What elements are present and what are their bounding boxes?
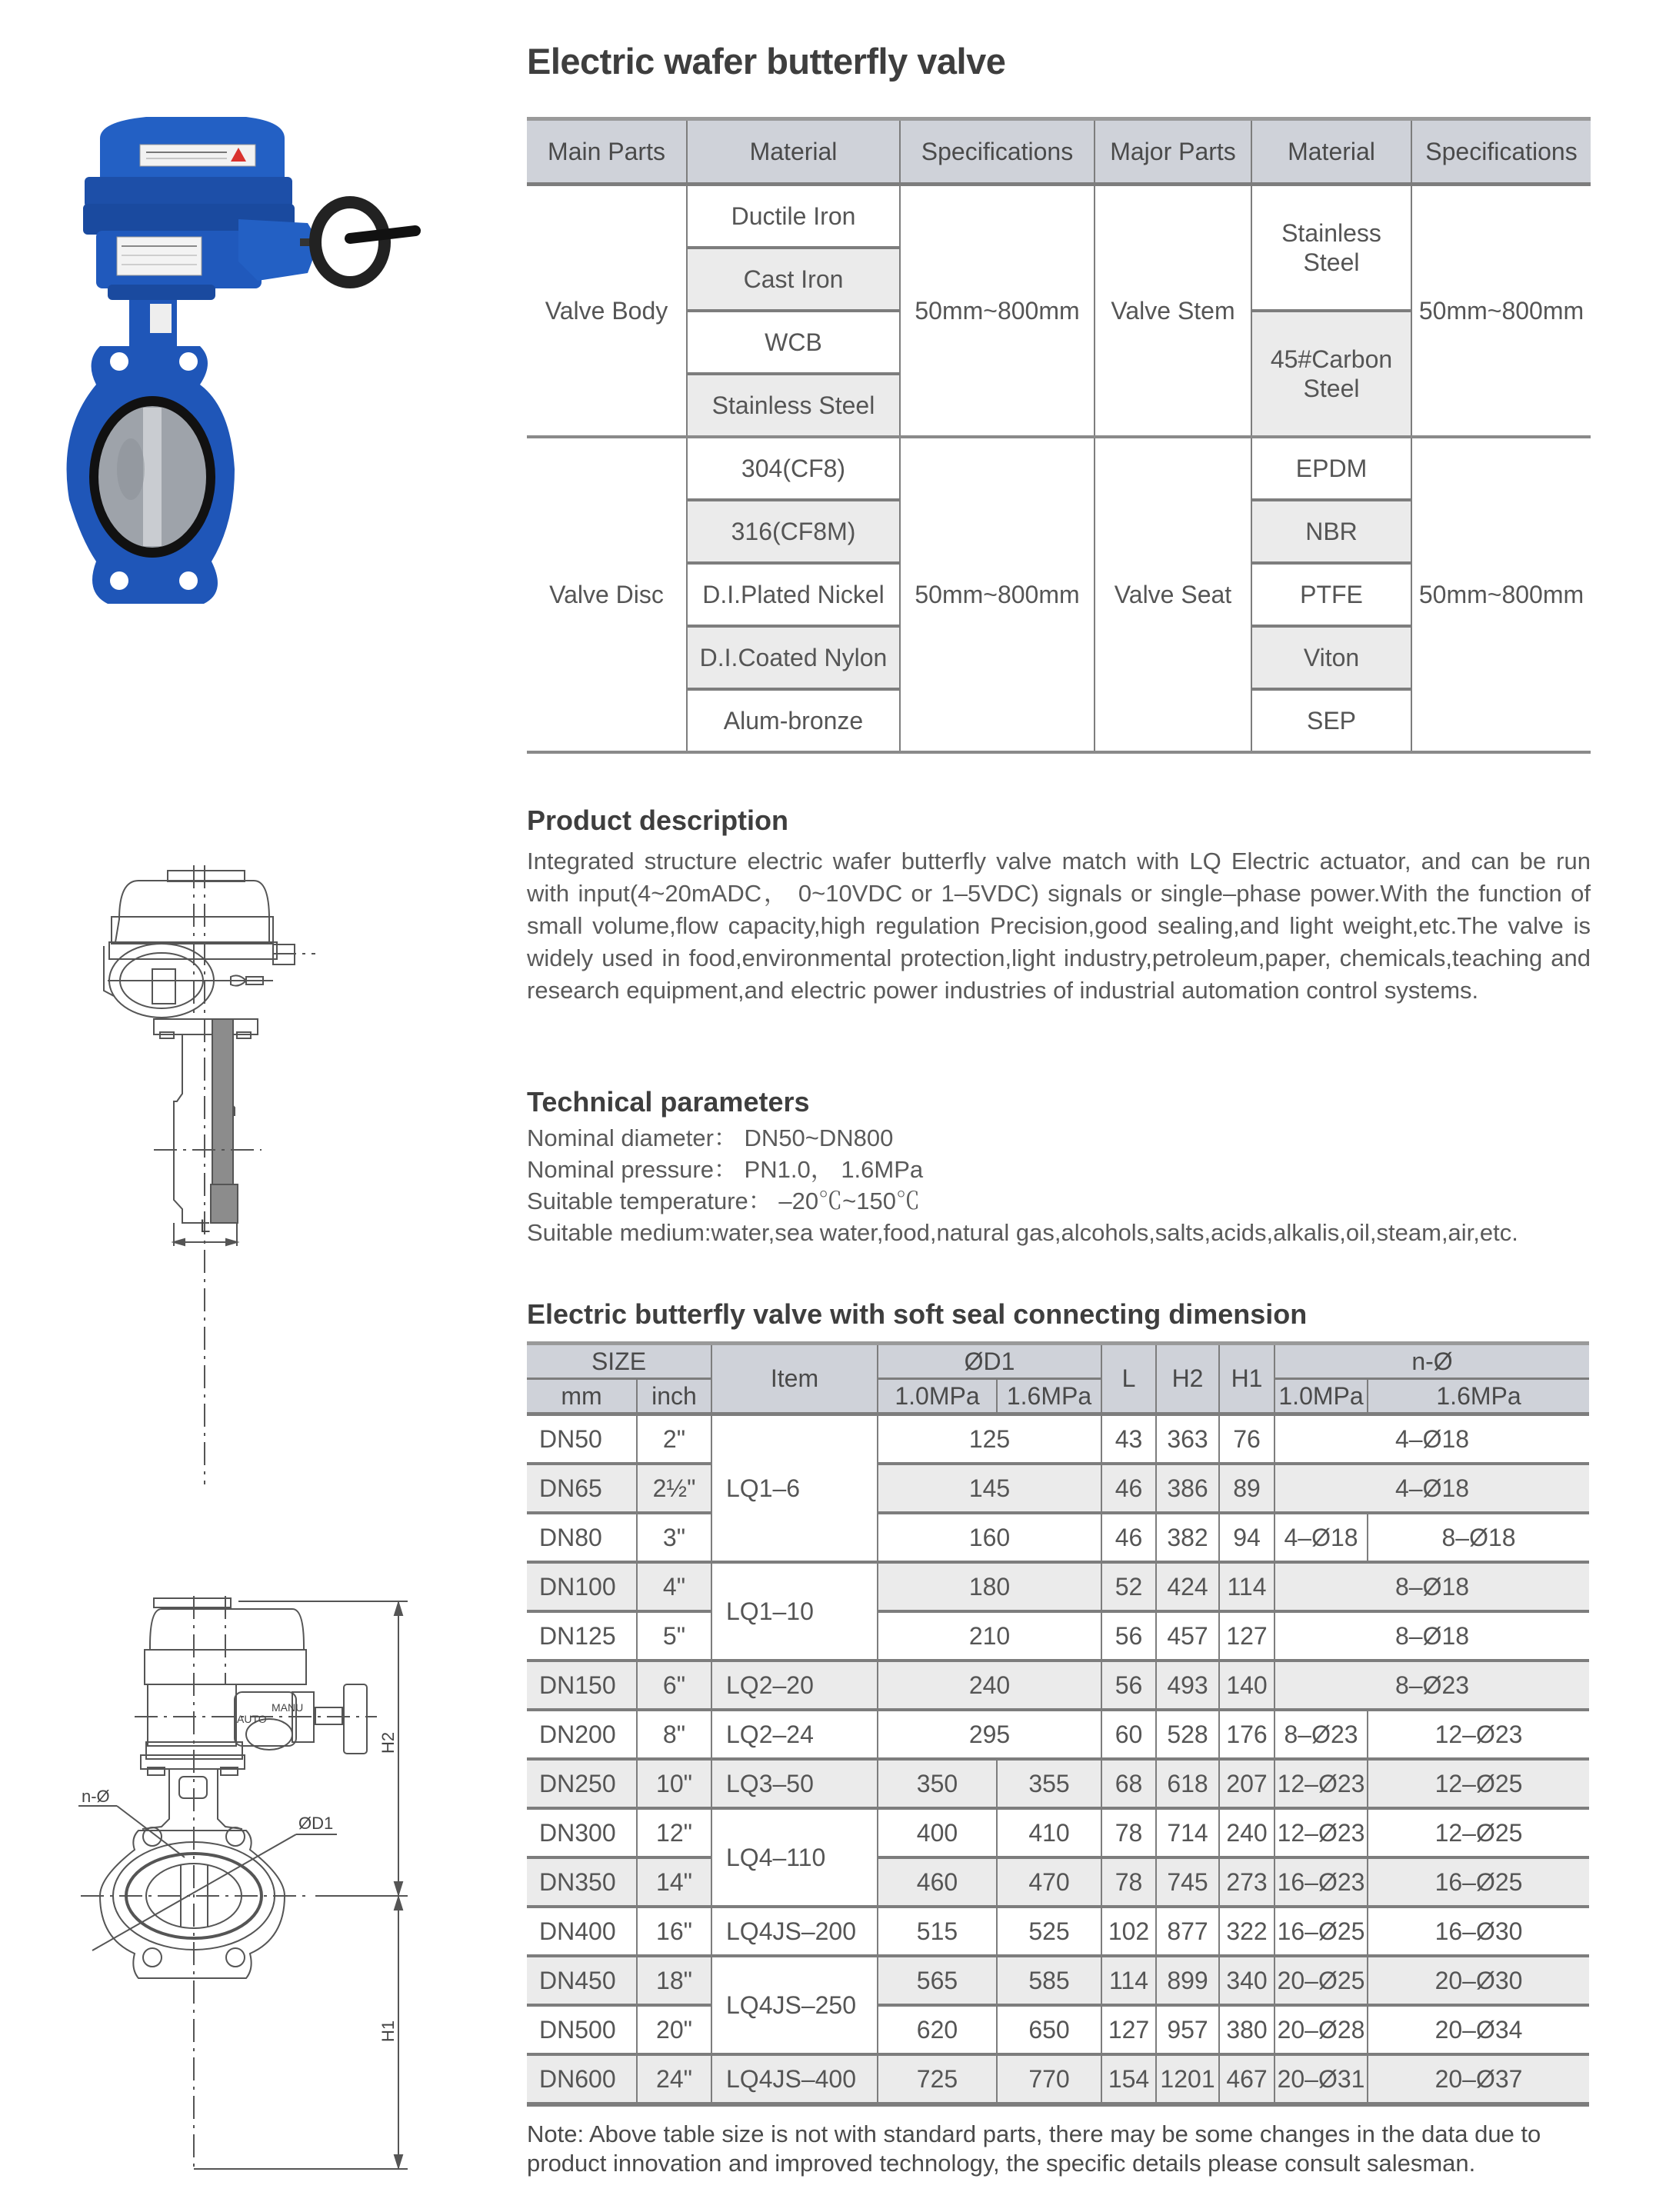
cell-inch: 8" bbox=[637, 1710, 711, 1759]
header-main-parts: Main Parts bbox=[527, 119, 687, 185]
materials-header-row bbox=[527, 119, 1591, 185]
cell-n-16: 8–Ø18 bbox=[1368, 1513, 1589, 1562]
cell-H2: 424 bbox=[1156, 1562, 1219, 1611]
cell-item: LQ4JS–200 bbox=[711, 1907, 878, 1956]
cell-mm: DN50 bbox=[527, 1414, 637, 1464]
cell-H2: 877 bbox=[1156, 1907, 1219, 1956]
cell-L: 56 bbox=[1101, 1611, 1156, 1661]
cell-L: 127 bbox=[1101, 2005, 1156, 2054]
cell-inch: 10" bbox=[637, 1759, 711, 1808]
cell-inch: 12" bbox=[637, 1808, 711, 1857]
cell-d1-10: 620 bbox=[878, 2005, 997, 2054]
cell-L: 56 bbox=[1101, 1661, 1156, 1710]
header-size: SIZE bbox=[527, 1344, 711, 1379]
cell-L: 78 bbox=[1101, 1857, 1156, 1907]
cell-mm: DN300 bbox=[527, 1808, 637, 1857]
cell-inch: 14" bbox=[637, 1857, 711, 1907]
cell-item: LQ1–6 bbox=[711, 1414, 878, 1563]
label-auto: AUTO bbox=[237, 1713, 267, 1725]
table-row bbox=[527, 1808, 1589, 1857]
table-row bbox=[527, 1956, 1589, 2005]
cell-inch: 5" bbox=[637, 1611, 711, 1661]
major-material-cell: 45#Carbon Steel bbox=[1251, 311, 1411, 437]
cell-n-10: 4–Ø18 bbox=[1274, 1513, 1368, 1562]
cell-H1: 467 bbox=[1219, 2054, 1274, 2104]
cell-mm: DN500 bbox=[527, 2005, 637, 2054]
major-material-cell: NBR bbox=[1251, 500, 1411, 563]
cell-n-16: 12–Ø25 bbox=[1368, 1808, 1589, 1857]
cell-n-10: 20–Ø25 bbox=[1274, 1956, 1368, 2005]
cell-n: 4–Ø18 bbox=[1274, 1464, 1589, 1513]
dimension-header-row-2 bbox=[527, 1379, 1589, 1414]
cell-H1: 94 bbox=[1219, 1513, 1274, 1562]
cell-H2: 745 bbox=[1156, 1857, 1219, 1907]
header-H2: H2 bbox=[1156, 1344, 1219, 1414]
spec-cell: 50mm~800mm bbox=[900, 185, 1095, 438]
cell-H2: 1201 bbox=[1156, 2054, 1219, 2104]
cell-n-16: 20–Ø30 bbox=[1368, 1956, 1589, 2005]
header-inch: inch bbox=[637, 1379, 711, 1414]
label-n: n-Ø bbox=[82, 1787, 110, 1806]
cell-H2: 363 bbox=[1156, 1414, 1219, 1464]
header-n: n-Ø bbox=[1274, 1344, 1589, 1379]
param-nominal-diameter: Nominal diameter： DN50~DN800 bbox=[527, 1124, 894, 1151]
table-row bbox=[527, 1759, 1589, 1808]
cell-H1: 140 bbox=[1219, 1661, 1274, 1710]
cell-H2: 618 bbox=[1156, 1759, 1219, 1808]
technical-parameters-heading: Technical parameters bbox=[527, 1086, 810, 1118]
label-manu: MANU bbox=[272, 1701, 304, 1714]
major-material-cell: EPDM bbox=[1251, 437, 1411, 500]
label-d1: ØD1 bbox=[298, 1814, 334, 1833]
cell-n-16: 16–Ø30 bbox=[1368, 1907, 1589, 1956]
table-row bbox=[527, 1513, 1589, 1562]
table-row bbox=[527, 1464, 1589, 1513]
cell-d1: 145 bbox=[878, 1464, 1101, 1513]
cell-H2: 457 bbox=[1156, 1611, 1219, 1661]
cell-d1-10: 400 bbox=[878, 1808, 997, 1857]
header-H1: H1 bbox=[1219, 1344, 1274, 1414]
header-material-2: Material bbox=[1251, 119, 1411, 185]
major-spec-cell: 50mm~800mm bbox=[1411, 437, 1591, 752]
cell-L: 46 bbox=[1101, 1513, 1156, 1562]
cell-H1: 322 bbox=[1219, 1907, 1274, 1956]
material-cell: 304(CF8) bbox=[687, 437, 900, 500]
header-d1: ØD1 bbox=[878, 1344, 1101, 1379]
page-title: Electric wafer butterfly valve bbox=[527, 41, 1006, 82]
cell-H2: 714 bbox=[1156, 1808, 1219, 1857]
cell-mm: DN150 bbox=[527, 1661, 637, 1710]
cell-inch: 18" bbox=[637, 1956, 711, 2005]
param-medium: Suitable medium:water,sea water,food,natural gas,alcohols,salts,acids,alkalis,oil,steam,air,etc. bbox=[527, 1219, 1518, 1246]
cell-L: 60 bbox=[1101, 1710, 1156, 1759]
cell-inch: 24" bbox=[637, 2054, 711, 2104]
cell-item: LQ4–110 bbox=[711, 1808, 878, 1907]
cell-n-16: 20–Ø34 bbox=[1368, 2005, 1589, 2054]
cell-H1: 176 bbox=[1219, 1710, 1274, 1759]
dimension-table-heading: Electric butterfly valve with soft seal connecting dimension bbox=[527, 1298, 1308, 1330]
table-row bbox=[527, 185, 1591, 248]
cell-inch: 16" bbox=[637, 1907, 711, 1956]
cell-mm: DN80 bbox=[527, 1513, 637, 1562]
cell-d1-10: 565 bbox=[878, 1956, 997, 2005]
header-n-10: 1.0MPa bbox=[1274, 1379, 1368, 1414]
cell-d1-16: 355 bbox=[997, 1759, 1101, 1808]
material-cell: 316(CF8M) bbox=[687, 500, 900, 563]
cell-L: 102 bbox=[1101, 1907, 1156, 1956]
cell-L: 154 bbox=[1101, 2054, 1156, 2104]
cell-item: LQ4JS–250 bbox=[711, 1956, 878, 2054]
cell-d1-16: 525 bbox=[997, 1907, 1101, 1956]
cell-n: 8–Ø23 bbox=[1274, 1661, 1589, 1710]
cell-d1-10: 725 bbox=[878, 2054, 997, 2104]
cell-L: 43 bbox=[1101, 1414, 1156, 1464]
major-material-cell: PTFE bbox=[1251, 563, 1411, 626]
cell-n-10: 12–Ø23 bbox=[1274, 1759, 1368, 1808]
cell-mm: DN65 bbox=[527, 1464, 637, 1513]
cell-item: LQ2–24 bbox=[711, 1710, 878, 1759]
cell-H1: 76 bbox=[1219, 1414, 1274, 1464]
cell-n-16: 12–Ø25 bbox=[1368, 1759, 1589, 1808]
material-cell: Cast Iron bbox=[687, 248, 900, 311]
header-d1-16: 1.6MPa bbox=[997, 1379, 1101, 1414]
material-cell: D.I.Plated Nickel bbox=[687, 563, 900, 626]
main-part-cell: Valve Disc bbox=[527, 437, 687, 752]
header-material: Material bbox=[687, 119, 900, 185]
cell-mm: DN125 bbox=[527, 1611, 637, 1661]
header-major-parts: Major Parts bbox=[1095, 119, 1251, 185]
cell-mm: DN400 bbox=[527, 1907, 637, 1956]
table-row bbox=[527, 1611, 1589, 1661]
cell-L: 46 bbox=[1101, 1464, 1156, 1513]
cell-L: 68 bbox=[1101, 1759, 1156, 1808]
cell-inch: 2" bbox=[637, 1414, 711, 1464]
table-row bbox=[527, 1562, 1589, 1611]
cell-item: LQ4JS–400 bbox=[711, 2054, 878, 2104]
material-cell: WCB bbox=[687, 311, 900, 374]
cell-inch: 3" bbox=[637, 1513, 711, 1562]
label-h2: H2 bbox=[378, 1731, 398, 1754]
cell-n-10: 20–Ø28 bbox=[1274, 2005, 1368, 2054]
param-nominal-pressure: Nominal pressure： PN1.0， 1.6MPa bbox=[527, 1156, 924, 1183]
cell-mm: DN200 bbox=[527, 1710, 637, 1759]
cell-inch: 20" bbox=[637, 2005, 711, 2054]
cell-d1: 125 bbox=[878, 1414, 1101, 1464]
cell-d1-16: 470 bbox=[997, 1857, 1101, 1907]
major-part-cell: Valve Seat bbox=[1095, 437, 1251, 752]
cell-d1-10: 515 bbox=[878, 1907, 997, 1956]
header-specifications: Specifications bbox=[900, 119, 1095, 185]
cell-H2: 899 bbox=[1156, 1956, 1219, 2005]
table-row bbox=[527, 437, 1591, 500]
main-part-cell: Valve Body bbox=[527, 185, 687, 438]
table-row bbox=[527, 2005, 1589, 2054]
cell-inch: 6" bbox=[637, 1661, 711, 1710]
materials-table bbox=[527, 117, 1591, 754]
cell-mm: DN250 bbox=[527, 1759, 637, 1808]
label-L: L bbox=[200, 1216, 211, 1237]
material-cell: Alum-bronze bbox=[687, 689, 900, 752]
cell-H1: 89 bbox=[1219, 1464, 1274, 1513]
cell-item: LQ3–50 bbox=[711, 1759, 878, 1808]
param-temperature: Suitable temperature： –20℃~150℃ bbox=[527, 1188, 920, 1214]
cell-n: 8–Ø18 bbox=[1274, 1562, 1589, 1611]
major-material-cell: Viton bbox=[1251, 626, 1411, 689]
product-photo bbox=[54, 108, 438, 708]
cell-n-10: 16–Ø23 bbox=[1274, 1857, 1368, 1907]
cell-inch: 4" bbox=[637, 1562, 711, 1611]
header-specifications-2: Specifications bbox=[1411, 119, 1591, 185]
header-L: L bbox=[1101, 1344, 1156, 1414]
cell-item: LQ2–20 bbox=[711, 1661, 878, 1710]
material-cell: Ductile Iron bbox=[687, 185, 900, 248]
cell-mm: DN450 bbox=[527, 1956, 637, 2005]
cell-n-16: 16–Ø25 bbox=[1368, 1857, 1589, 1907]
cell-n-10: 20–Ø31 bbox=[1274, 2054, 1368, 2104]
cell-mm: DN100 bbox=[527, 1562, 637, 1611]
cell-L: 114 bbox=[1101, 1956, 1156, 2005]
product-description-text: Integrated structure electric wafer butterfly valve match with LQ Electric actuator, and can be run with input(4~20mADC， 0~10VDC or 1–5VDC) signals or single–phase power.With the function of small volume,flow capacity,high regulation Precision,good sealing,and light weight,etc.The valve is widely used in food,environmental protection,light industry,petroleum,paper, chemicals,teaching and research equipment,and electric power industries of industrial automation control systems. bbox=[527, 848, 1591, 1004]
side-section-drawing bbox=[77, 861, 354, 1492]
cell-inch: 2½" bbox=[637, 1464, 711, 1513]
cell-mm: DN600 bbox=[527, 2054, 637, 2104]
header-item: Item bbox=[711, 1344, 878, 1414]
cell-n-16: 12–Ø23 bbox=[1368, 1710, 1589, 1759]
material-cell: Stainless Steel bbox=[687, 374, 900, 437]
table-row bbox=[527, 2054, 1589, 2104]
cell-L: 52 bbox=[1101, 1562, 1156, 1611]
cell-d1: 180 bbox=[878, 1562, 1101, 1611]
header-n-16: 1.6MPa bbox=[1368, 1379, 1589, 1414]
table-row bbox=[527, 1414, 1589, 1464]
table-note: Note: Above table size is not with standard parts, there may be some changes in the data due to product innovation and improved technology, the specific details please consult salesman. bbox=[527, 2120, 1541, 2177]
cell-n: 4–Ø18 bbox=[1274, 1414, 1589, 1464]
cell-H2: 386 bbox=[1156, 1464, 1219, 1513]
cell-H1: 240 bbox=[1219, 1808, 1274, 1857]
header-d1-10: 1.0MPa bbox=[878, 1379, 997, 1414]
cell-n-10: 16–Ø25 bbox=[1274, 1907, 1368, 1956]
cell-H2: 528 bbox=[1156, 1710, 1219, 1759]
cell-d1-16: 650 bbox=[997, 2005, 1101, 2054]
label-h1: H1 bbox=[378, 2020, 398, 2042]
cell-n-10: 12–Ø23 bbox=[1274, 1808, 1368, 1857]
cell-H1: 114 bbox=[1219, 1562, 1274, 1611]
header-mm: mm bbox=[527, 1379, 637, 1414]
cell-H1: 380 bbox=[1219, 2005, 1274, 2054]
cell-d1-16: 410 bbox=[997, 1808, 1101, 1857]
table-row bbox=[527, 1710, 1589, 1759]
table-row bbox=[527, 1661, 1589, 1710]
cell-n-10: 8–Ø23 bbox=[1274, 1710, 1368, 1759]
table-row bbox=[527, 1907, 1589, 1956]
product-description-heading: Product description bbox=[527, 805, 789, 836]
cell-L: 78 bbox=[1101, 1808, 1156, 1857]
spec-cell: 50mm~800mm bbox=[900, 437, 1095, 752]
cell-n-16: 20–Ø37 bbox=[1368, 2054, 1589, 2104]
cell-H1: 207 bbox=[1219, 1759, 1274, 1808]
cell-H1: 127 bbox=[1219, 1611, 1274, 1661]
cell-d1-10: 460 bbox=[878, 1857, 997, 1907]
cell-n: 8–Ø18 bbox=[1274, 1611, 1589, 1661]
major-material-cell: SEP bbox=[1251, 689, 1411, 752]
cell-H2: 493 bbox=[1156, 1661, 1219, 1710]
cell-d1-10: 350 bbox=[878, 1759, 997, 1808]
cell-H1: 340 bbox=[1219, 1956, 1274, 2005]
cell-d1: 160 bbox=[878, 1513, 1101, 1562]
front-dimension-drawing bbox=[62, 1584, 461, 2184]
major-material-cell: Stainless Steel bbox=[1251, 185, 1411, 311]
cell-d1-16: 585 bbox=[997, 1956, 1101, 2005]
cell-H2: 382 bbox=[1156, 1513, 1219, 1562]
material-cell: D.I.Coated Nylon bbox=[687, 626, 900, 689]
cell-d1-16: 770 bbox=[997, 2054, 1101, 2104]
cell-d1: 240 bbox=[878, 1661, 1101, 1710]
table-row bbox=[527, 1857, 1589, 1907]
cell-H1: 273 bbox=[1219, 1857, 1274, 1907]
cell-H2: 957 bbox=[1156, 2005, 1219, 2054]
major-part-cell: Valve Stem bbox=[1095, 185, 1251, 438]
major-spec-cell: 50mm~800mm bbox=[1411, 185, 1591, 438]
cell-mm: DN350 bbox=[527, 1857, 637, 1907]
dimension-header-row-1 bbox=[527, 1344, 1589, 1379]
cell-d1: 295 bbox=[878, 1710, 1101, 1759]
cell-d1: 210 bbox=[878, 1611, 1101, 1661]
dimension-table bbox=[527, 1341, 1589, 2107]
cell-item: LQ1–10 bbox=[711, 1562, 878, 1661]
